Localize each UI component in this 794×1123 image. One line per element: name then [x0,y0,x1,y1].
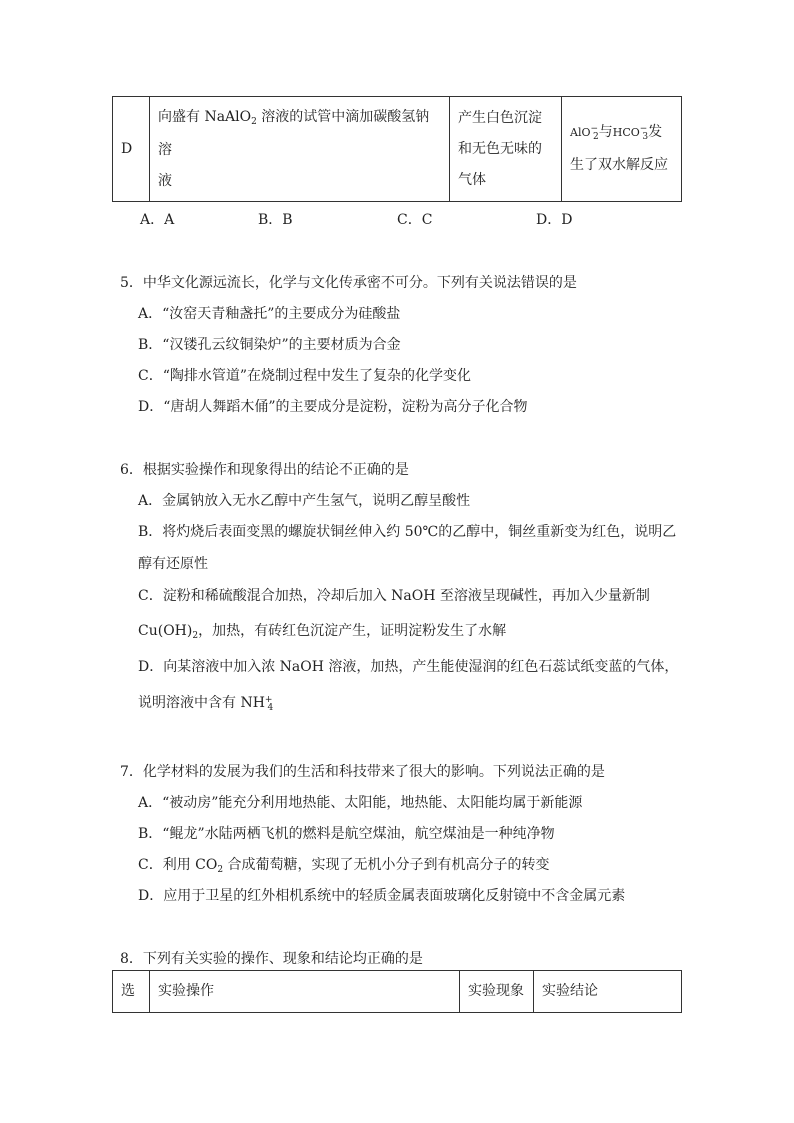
header-option: 选 [113,971,150,1013]
q6-option-c-line1: C．淀粉和稀硫酸混合加热，冷却后加入 NaOH 至溶液呈现碱性，再加入少量新制 [138,588,650,604]
question-8-stem: 8．下列有关实验的操作、现象和结论均正确的是 [120,951,423,967]
phenomenon-cell: 产生白色沉淀 和无色无味的 气体 [450,97,562,202]
q6-option-d-line1: D．向某溶液中加入浓 NaOH 溶液，加热，产生能使湿润的红色石蕊试纸变蓝的气体， [138,659,679,675]
q6-option-c-line2: $Cu(OH)_2$，加热，有砖红色沉淀产生，证明淀粉发生了水解 [138,623,507,641]
q7-option-b: B．“鲲龙”水陆两栖飞机的燃料是航空煤油，航空煤油是一种纯净物 [138,826,555,842]
operation-cell: 向盛有 NaAlO$_2$ 溶液的试管中滴加碳酸氢钠溶 液 [150,97,450,202]
q6-option-a: A．金属钠放入无水乙醇中产生氢气，说明乙醇呈酸性 [138,493,471,509]
q4-option-b: B．B [258,212,293,228]
q6-option-b-line2: 醇有还原性 [138,556,208,572]
conclusion-cell: AlO−$_2$与$HCO^-_3$发 生了双水解反应 [562,97,682,202]
q7-option-c: C．利用 $CO_2$ 合成葡萄糖，实现了无机小分子到有机高分子的转变 [138,857,550,875]
q8-header-table [112,970,682,1013]
header-operation: 实验操作 [150,971,460,1013]
answer-table-row-d [112,96,682,202]
header-phenomenon: 实验现象 [460,971,534,1013]
q5-option-b: B．“汉镂孔云纹铜染炉”的主要材质为合金 [138,337,401,353]
q7-option-d: D．应用于卫星的红外相机系统中的轻质金属表面玻璃化反射镜中不含金属元素 [138,888,626,904]
q6-option-b-line1: B．将灼烧后表面变黑的螺旋状铜丝伸入约 50℃的乙醇中，铜丝重新变为红色，说明乙 [138,524,677,540]
q5-option-a: A．“汝窑天青釉盏托”的主要成分为硅酸盐 [138,306,401,322]
q5-option-d: D．“唐胡人舞蹈木俑”的主要成分是淀粉，淀粉为高分子化合物 [138,399,528,415]
question-5-stem: 5．中华文化源远流长，化学与文化传承密不可分。下列有关说法错误的是 [120,275,577,291]
q4-option-d: D．D [536,212,573,228]
option-cell: D [113,97,150,202]
header-conclusion: 实验结论 [534,971,682,1013]
question-6-stem: 6．根据实验操作和现象得出的结论不正确的是 [120,462,409,478]
q7-option-a: A．“被动房”能充分利用地热能、太阳能，地热能、太阳能均属于新能源 [138,795,583,811]
q4-option-a: A．A [140,212,175,228]
q6-option-d-line2: 说明溶液中含有 $NH^+_4$ [138,695,274,713]
question-7-stem: 7．化学材料的发展为我们的生活和科技带来了很大的影响。下列说法正确的是 [120,764,605,780]
q4-option-c: C．C [397,212,433,228]
q5-option-c: C．“陶排水管道”在烧制过程中发生了复杂的化学变化 [138,368,472,384]
